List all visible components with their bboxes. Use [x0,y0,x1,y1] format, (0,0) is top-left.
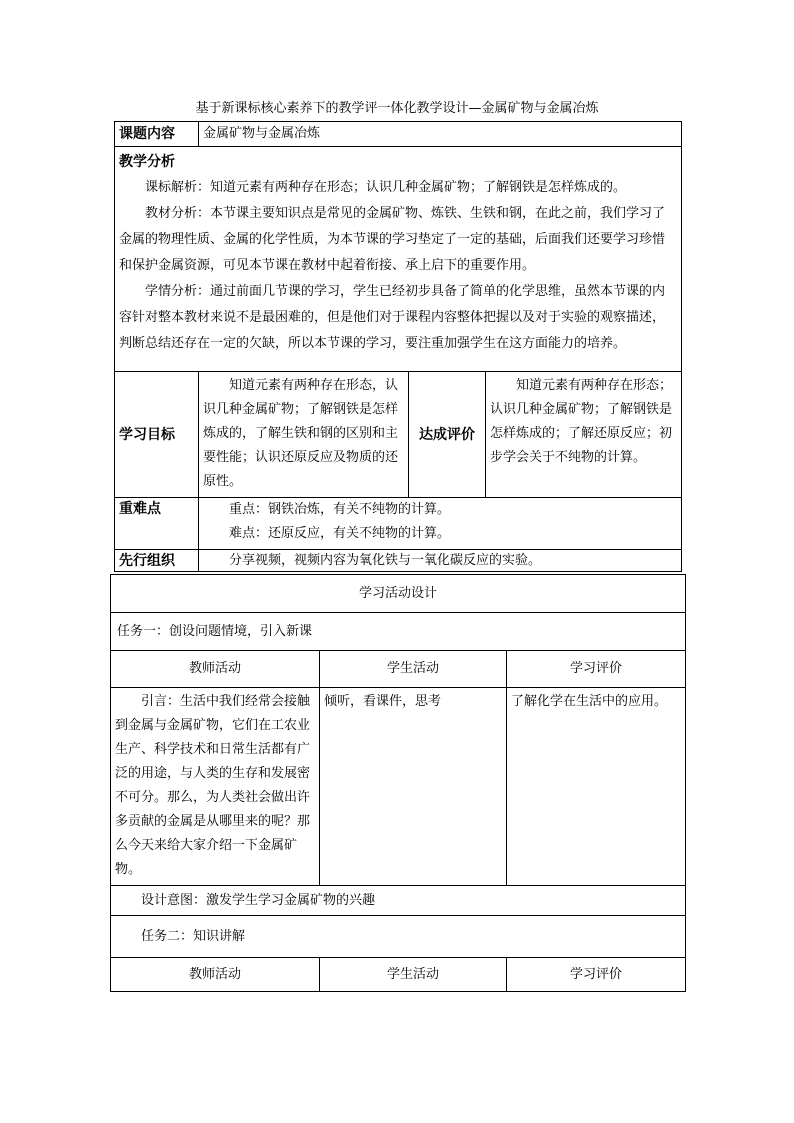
topic-label: 课题内容 [115,122,199,147]
preorganize-text: 分享视频，视频内容为氧化铁与一氧化碳反应的实验。 [199,550,682,572]
evaluation-label: 达成评价 [409,372,486,498]
learning-eval-1: 了解化学在生活中的应用。 [507,688,686,886]
preorganize-label: 先行组织 [115,550,199,572]
goals-text: 知道元素有两种存在形态，认识几种金属矿物；了解钢铁是怎样炼成的，了解生铁和钢的区别和主要性能；认识还原反应及物质的还原性。 [199,372,409,498]
difficulty-point: 难点：还原反应，有关不纯物的计算。 [229,526,451,541]
teacher-activity-1: 引言：生活中我们经常会接触到金属与金属矿物，它们在工农业生产、科学技术和日常生活都有广泛的用途，与人类的生存和发展密不可分。那么，为人类社会做出许多贡献的金属是从哪里来的呢？那么今天来给大家介绍一下金属矿物。 [111,688,320,886]
document-title: 基于新课标核心素养下的教学评一体化教学设计—金属矿物与金属冶炼 [195,101,599,116]
col-learning-eval: 学习评价 [507,651,686,688]
focus-point: 重点：钢铁冶炼，有关不纯物的计算。 [229,502,451,517]
task2-title: 任务二：知识讲解 [111,916,686,958]
lesson-overview-table [114,121,682,572]
topic-value: 金属矿物与金属冶炼 [199,122,682,147]
col-learning-eval-2: 学习评价 [507,958,686,992]
design-intent: 设计意图：激发学生学习金属矿物的兴趣 [111,886,686,916]
col-teacher-activity: 教师活动 [111,651,320,688]
student-activity-1: 倾听，看课件，思考 [320,688,507,886]
activity-heading: 学习活动设计 [111,575,686,613]
evaluation-text: 知道元素有两种存在形态；认识几种金属矿物；了解钢铁是怎样炼成的；了解还原反应；初步学会关于不纯物的计算。 [486,372,682,498]
activity-design-table [110,574,686,992]
col-student-activity: 学生活动 [320,651,507,688]
key-points-label: 重难点 [115,498,199,550]
curriculum-analysis: 课标解析：知道元素有两种存在形态；认识几种金属矿物；了解钢铁是怎样炼成的。 [145,180,627,195]
key-points-cell [199,498,682,550]
teaching-analysis-cell [115,147,682,372]
goals-label: 学习目标 [115,372,199,498]
analysis-heading: 教学分析 [119,154,175,170]
col-student-activity-2: 学生活动 [320,958,507,992]
student-analysis: 学情分析：通过前面几节课的学习，学生已经初步具备了简单的化学思维，虽然本节课的内容针对整本教材来说不是最困难的，但是他们对于课程内容整体把握以及对于实验的观察描述，判断总结还存在一定的欠缺，所以本节课的学习，要注重加强学生在这方面能力的培养。 [119,284,666,351]
textbook-analysis: 教材分析：本节课主要知识点是常见的金属矿物、炼铁、生铁和钢，在此之前，我们学习了金属的物理性质、金属的化学性质，为本节课的学习垫定了一定的基础，后面我们还要学习珍惜和保护金属资源，可见本节课在教材中起着衔接、承上启下的重要作用。 [119,206,666,273]
col-teacher-activity-2: 教师活动 [111,958,320,992]
task1-title: 任务一：创设问题情境，引入新课 [111,613,686,651]
